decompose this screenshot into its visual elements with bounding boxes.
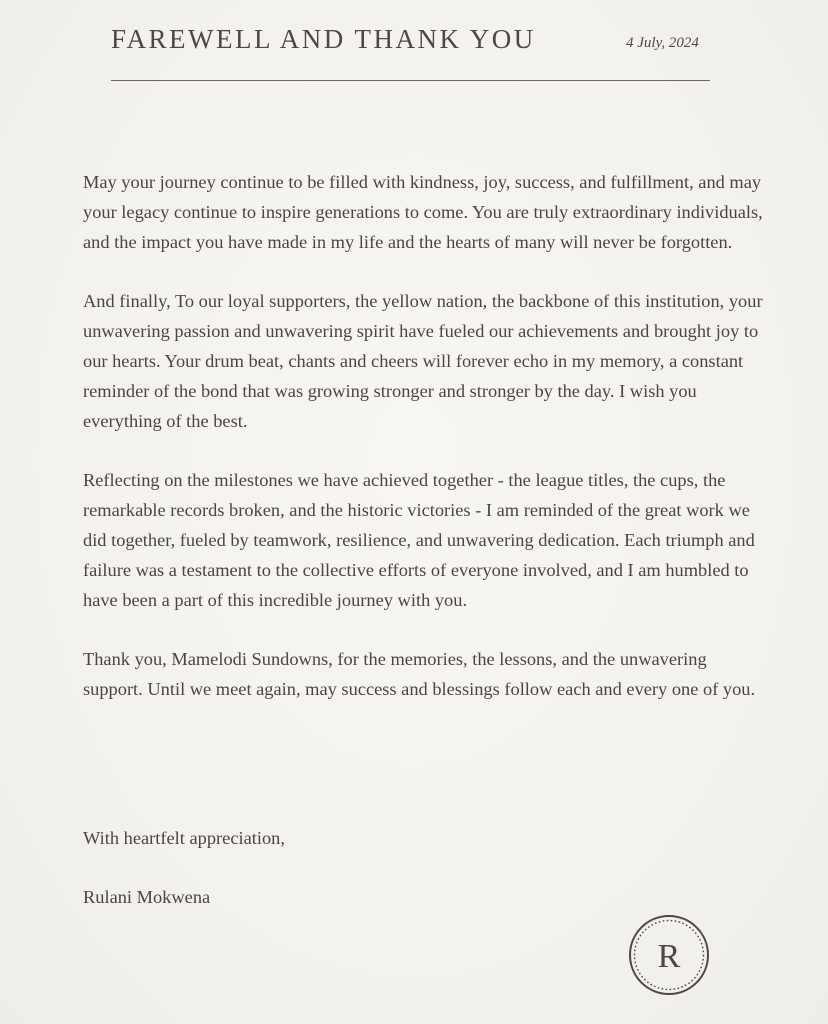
monogram-letter: R xyxy=(657,938,681,975)
letter-signature: Rulani Mokwena xyxy=(83,887,211,907)
letter-paragraph: Thank you, Mamelodi Sundowns, for the memories, the lessons, and the unwavering support. Until we meet again, may success and blessings follow each and every one of you. xyxy=(83,649,756,699)
title-divider xyxy=(111,80,710,81)
letter-body xyxy=(83,167,763,733)
letter-paragraph: May your journey continue to be filled with kindness, joy, success, and fulfillment, and may your legacy continue to inspire generations to come. You are truly extraordinary individuals, and the impact you have made in my life and the hearts of many will never be forgotten. xyxy=(83,172,763,252)
letter-date: 4 July, 2024 xyxy=(626,35,699,51)
letter-paragraph: And finally, To our loyal supporters, the yellow nation, the backbone of this institution, your unwavering passion and unwavering spirit have fueled our achievements and brought joy to our hearts. Your drum beat, chants and cheers will forever echo in my memory, a constant reminder of the bond that was growing stronger and stronger by the day. I wish you everything of the best. xyxy=(83,291,763,431)
page-title: FAREWELL AND THANK YOU xyxy=(111,24,536,54)
letter-closing: With heartfelt appreciation, xyxy=(83,828,285,848)
monogram-seal-icon xyxy=(628,914,710,996)
letter-paragraph: Reflecting on the milestones we have achieved together - the league titles, the cups, the remarkable records broken, and the historic victories - I am reminded of the great work we did together, fueled by teamwork, resilience, and unwavering dedication. Each triumph and failure was a testament to the collective efforts of everyone involved, and I am humbled to have been a part of this incredible journey with you. xyxy=(83,470,755,610)
